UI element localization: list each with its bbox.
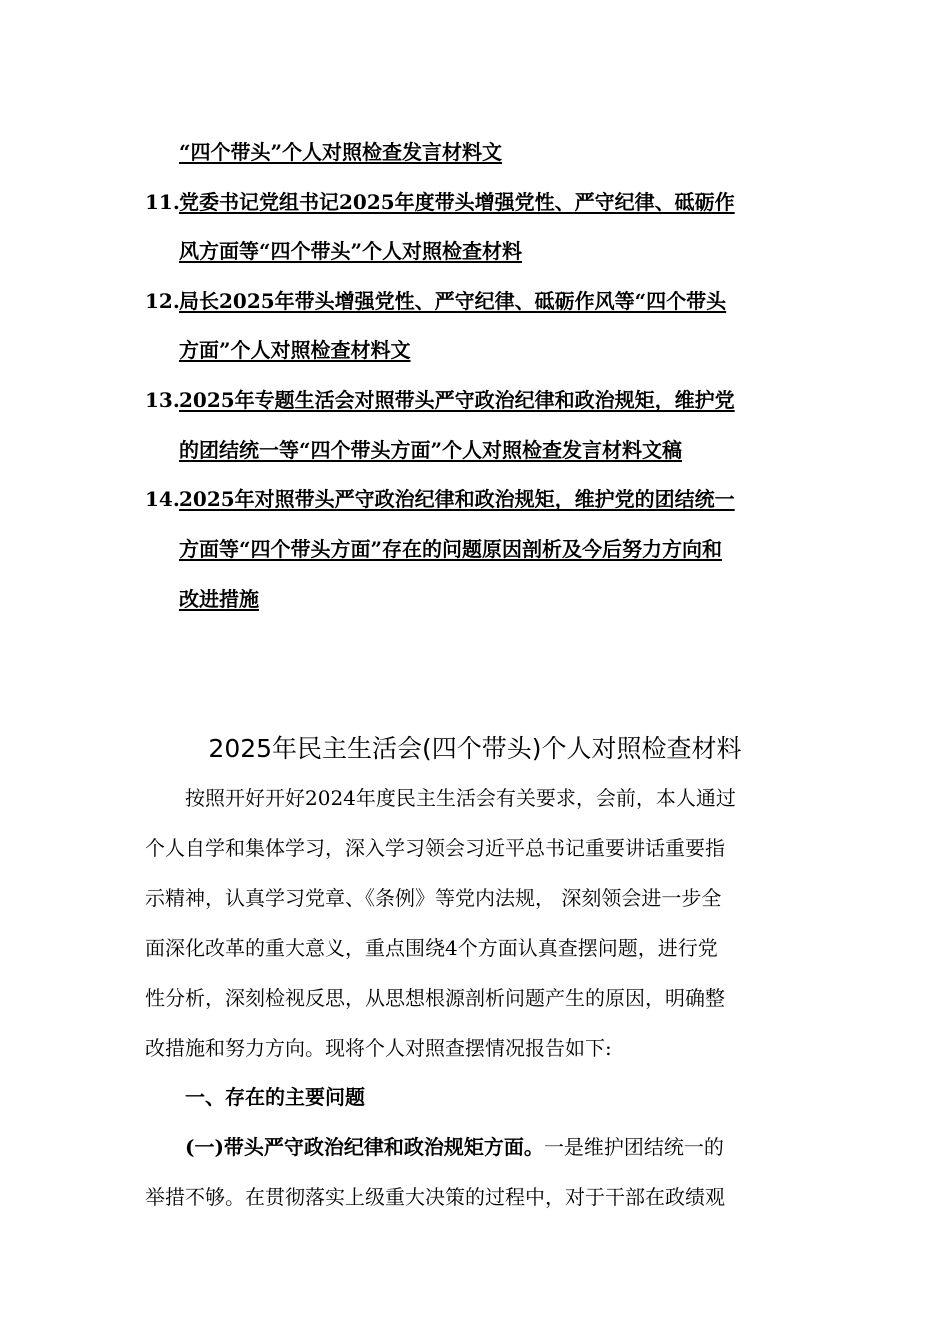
toc-link-text[interactable]: “四个带头”个人对照检查发言材料文 — [179, 140, 503, 164]
subsection-line-2: 举措不够。在贯彻落实上级重大决策的过程中，对于干部在政绩观 — [145, 1185, 725, 1209]
intro-line-6: 改措施和努力方向。现将个人对照查摆情况报告如下: — [145, 1036, 612, 1060]
toc-item-14-line3[interactable] — [179, 586, 259, 612]
toc-item-12-line1[interactable] — [179, 288, 726, 314]
toc-item-14-line2[interactable] — [179, 536, 722, 562]
toc-item-13-line1[interactable] — [179, 387, 735, 413]
toc-item-13-number: 13. — [145, 388, 180, 412]
toc-link-text[interactable]: 局长2025年带头增强党性、严守纪律、砥砺作风等“四个带头 — [179, 289, 727, 313]
subsection-text: 一是维护团结统一的 — [543, 1135, 724, 1159]
intro-line-4: 面深化改革的重大意义，重点围绕4个方面认真查摆问题，进行党 — [145, 936, 718, 960]
document-title: 2025年民主生活会(四个带头)个人对照检查材料 — [208, 734, 742, 763]
toc-link-text[interactable]: 改进措施 — [179, 587, 259, 611]
toc-item-12-line2[interactable] — [179, 337, 411, 363]
subsection-heading: (一)带头严守政治纪律和政治规矩方面。 — [185, 1135, 544, 1159]
toc-link-text[interactable]: 2025年专题生活会对照带头严守政治纪律和政治规矩，维护党 — [179, 388, 735, 412]
toc-link-text[interactable]: 2025年对照带头严守政治纪律和政治规矩，维护党的团结统一 — [179, 487, 735, 511]
intro-line-5: 性分析，深刻检视反思，从思想根源剖析问题产生的原因，明确整 — [145, 986, 725, 1010]
toc-item-11-line2[interactable] — [179, 238, 522, 264]
subsection-line-1 — [185, 1134, 724, 1160]
toc-item-11-number: 11. — [145, 190, 180, 214]
section-heading: 一、存在的主要问题 — [185, 1085, 365, 1109]
toc-item-11-line1[interactable] — [179, 189, 735, 215]
toc-link-text[interactable]: 方面等“四个带头方面”存在的问题原因剖析及今后努力方向和 — [179, 537, 723, 561]
intro-line-1: 按照开好开好2024年度民主生活会有关要求，会前，本人通过 — [185, 786, 736, 810]
toc-item-14-number: 14. — [145, 487, 180, 511]
toc-item-13-line2[interactable] — [179, 437, 682, 463]
intro-line-2: 个人自学和集体学习，深入学习领会习近平总书记重要讲话重要指 — [145, 836, 725, 860]
toc-link-text[interactable]: 风方面等“四个带头”个人对照检查材料 — [179, 239, 523, 263]
intro-line-3: 示精神，认真学习党章、《条例》等党内法规， 深刻领会进一步全 — [145, 886, 722, 910]
toc-link-text[interactable]: 党委书记党组书记2025年度带头增强党性、严守纪律、砥砺作 — [179, 190, 735, 214]
toc-link-text[interactable]: 方面”个人对照检查材料文 — [179, 338, 411, 362]
toc-link-text[interactable]: 的团结统一等“四个带头方面”个人对照检查发言材料文稿 — [179, 438, 683, 462]
toc-item-12-number: 12. — [145, 289, 180, 313]
toc-item-14-line1[interactable] — [179, 486, 735, 512]
toc-item-10-tail[interactable] — [179, 139, 502, 165]
